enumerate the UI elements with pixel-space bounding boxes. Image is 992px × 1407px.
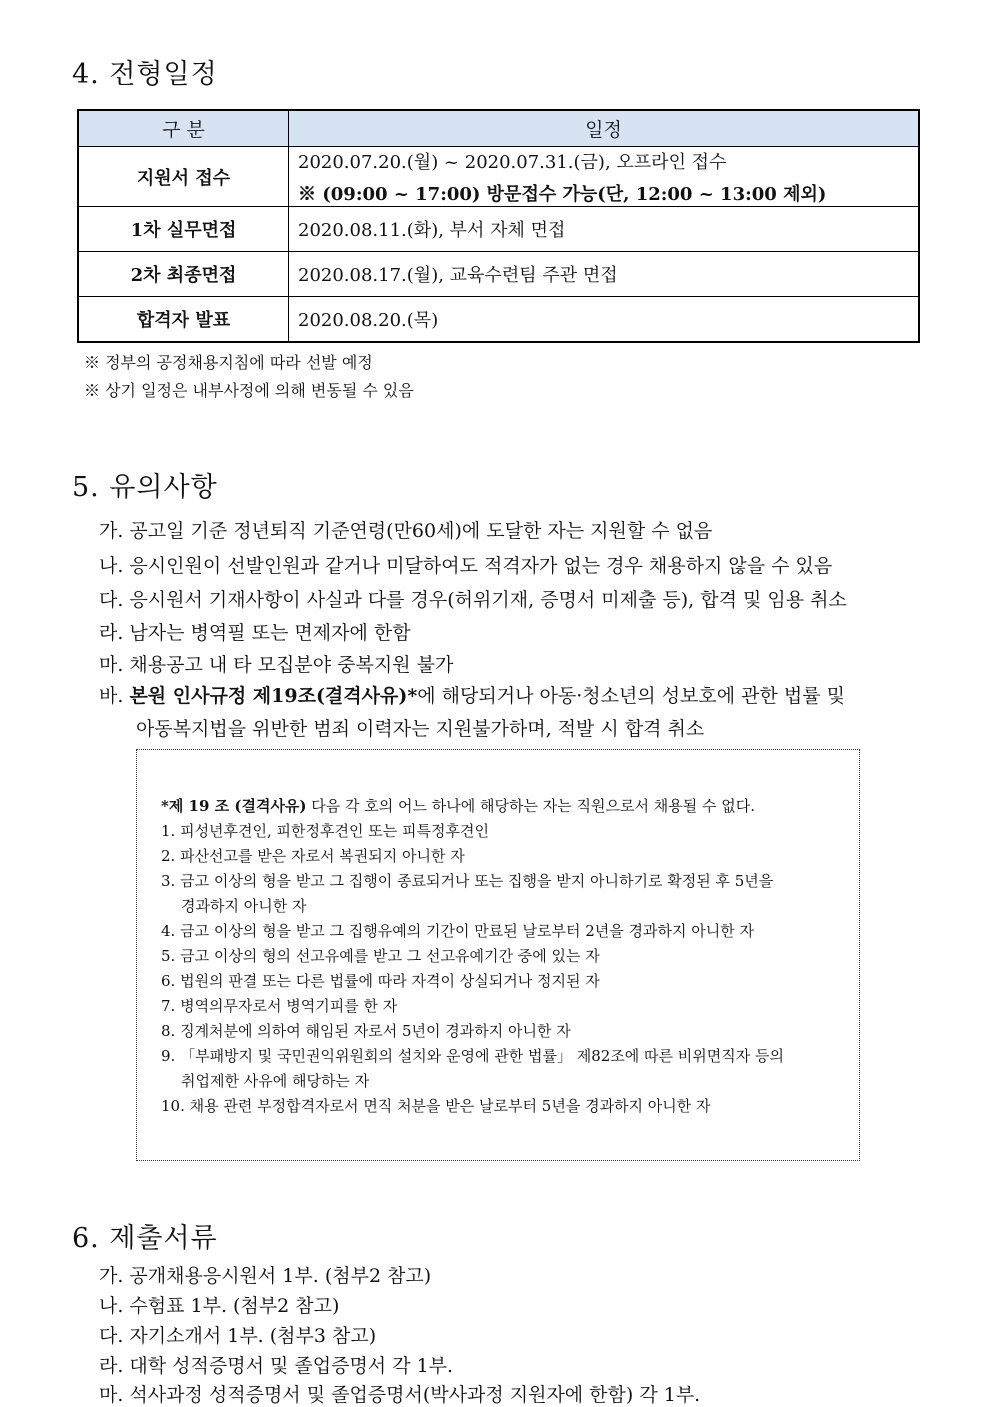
section5-title: 5. 유의사항 xyxy=(72,472,218,503)
list-item: 10. 채용 관련 부정합격자로서 면직 처분을 받은 날로부터 5년을 경과하지 아니한 자 xyxy=(161,1097,711,1115)
list-item: 4. 금고 이상의 형을 받고 그 집행유예의 기간이 만료된 날로부터 2년을 경과하지 아니한 자 xyxy=(161,922,754,940)
row-schedule xyxy=(289,147,920,207)
notice-item: 다. 응시원서 기재사항이 사실과 다를 경우(허위기재, 증명서 미제출 등), 합격 및 임용 취소 xyxy=(99,589,847,611)
notice-item-continuation: 아동복지법을 위반한 범죄 이력자는 지원불가하며, 적발 시 합격 취소 xyxy=(136,718,705,740)
table-row xyxy=(78,297,919,342)
disqualification-list xyxy=(161,794,784,1119)
row-schedule-note: ※ (09:00 ~ 17:00) 방문접수 가능(단, 12:00 ~ 13:00 제외) xyxy=(298,183,827,205)
document-item: 가. 공개채용응시원서 1부. (첨부2 참고) xyxy=(99,1265,432,1287)
notice-item: 라. 남자는 병역필 또는 면제자에 한함 xyxy=(99,622,411,644)
table-row xyxy=(78,147,919,207)
row-schedule-line: 2020.07.20.(월) ~ 2020.07.31.(금), 오프라인 접수 xyxy=(298,151,727,173)
section6-title: 6. 제출서류 xyxy=(72,1223,218,1254)
row-schedule: 2020.08.17.(월), 교육수련팀 주관 면접 xyxy=(289,252,920,297)
row-label: 지원서 접수 xyxy=(78,147,289,207)
schedule-note: ※ 정부의 공정채용지침에 따라 선발 예정 xyxy=(84,353,373,372)
disqualification-box xyxy=(136,749,860,1161)
notice-item: 가. 공고일 기준 정년퇴직 기준연령(만60세)에 도달한 자는 지원할 수 없음 xyxy=(99,520,713,542)
list-item: 7. 병역의무자로서 병역기피를 한 자 xyxy=(161,997,398,1015)
list-item: 9. 「부패방지 및 국민권익위원회의 설치와 운영에 관한 법률」 제82조에 따른 비위면직자 등의 xyxy=(161,1047,785,1065)
regulation-reference: 본원 인사규정 제19조(결격사유)* xyxy=(129,685,418,707)
row-label: 합격자 발표 xyxy=(78,297,289,342)
list-item: 3. 금고 이상의 형을 받고 그 집행이 종료되거나 또는 집행을 받지 아니하기로 확정된 후 5년을 xyxy=(161,872,774,890)
table-header-row xyxy=(78,110,919,147)
schedule-note: ※ 상기 일정은 내부사정에 의해 변동될 수 있음 xyxy=(84,381,414,400)
notice-item: 마. 채용공고 내 타 모집분야 중복지원 불가 xyxy=(99,654,454,676)
notice-item-ba xyxy=(99,681,845,741)
row-schedule: 2020.08.20.(목) xyxy=(289,297,920,342)
notice-item-prefix: 바. xyxy=(99,685,130,707)
notice-item: 나. 응시인원이 선발인원과 같거나 미달하여도 적격자가 없는 경우 채용하지 않을 수 있음 xyxy=(99,555,833,577)
schedule-table xyxy=(77,109,920,343)
list-item: 6. 법원의 판결 또는 다른 법률에 따라 자격이 상실되거나 정지된 자 xyxy=(161,972,600,990)
list-item: 5. 금고 이상의 형의 선고유예를 받고 그 선고유예기간 중에 있는 자 xyxy=(161,947,600,965)
table-row xyxy=(78,252,919,297)
row-schedule: 2020.08.11.(화), 부서 자체 면접 xyxy=(289,207,920,252)
list-item-continuation: 경과하지 아니한 자 xyxy=(181,897,307,915)
section4-title: 4. 전형일정 xyxy=(72,59,218,90)
document-item: 마. 석사과정 성적증명서 및 졸업증명서(박사과정 지원자에 한함) 각 1부. xyxy=(99,1384,701,1406)
document-item: 라. 대학 성적증명서 및 졸업증명서 각 1부. xyxy=(99,1355,454,1377)
box-title xyxy=(161,794,784,819)
list-item-continuation: 취업제한 사유에 해당하는 자 xyxy=(181,1072,370,1090)
list-item: 2. 파산선고를 받은 자로서 복권되지 아니한 자 xyxy=(161,847,465,865)
table-row xyxy=(78,207,919,252)
notice-item-text: 에 해당되거나 아동·청소년의 성보호에 관한 법률 및 xyxy=(417,685,845,707)
document-item: 다. 자기소개서 1부. (첨부3 참고) xyxy=(99,1325,377,1347)
table-header-schedule: 일정 xyxy=(289,110,920,147)
row-label: 2차 최종면접 xyxy=(78,252,289,297)
row-label: 1차 실무면접 xyxy=(78,207,289,252)
box-title-bold: *제 19 조 (결격사유) xyxy=(161,797,307,815)
table-header-category: 구 분 xyxy=(78,110,289,147)
box-title-text: 다음 각 호의 어느 하나에 해당하는 자는 직원으로서 채용될 수 없다. xyxy=(306,797,755,815)
list-item: 8. 징계처분에 의하여 해임된 자로서 5년이 경과하지 아니한 자 xyxy=(161,1022,571,1040)
list-item: 1. 피성년후견인, 피한정후견인 또는 피특정후견인 xyxy=(161,822,489,840)
document-item: 나. 수험표 1부. (첨부2 참고) xyxy=(99,1295,340,1317)
